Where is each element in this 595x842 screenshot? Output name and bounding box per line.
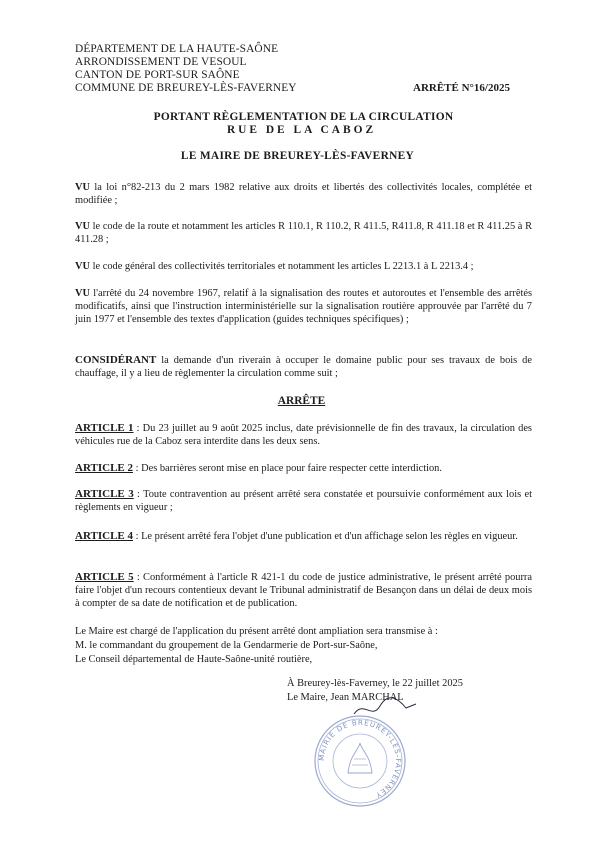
consideration-keyword: CONSIDÉRANT (75, 354, 157, 366)
document-title: PORTANT RÈGLEMENTATION DE LA CIRCULATION (153, 111, 454, 123)
document-subtitle: RUE DE LA CABOZ (226, 124, 377, 136)
consideration-text: le code général des collectivités territoriales et notamment les articles L 2213.1 à L 2213.4 ; (90, 261, 474, 272)
signature-place-date: À Breurey-lès-Faverney, le 22 juillet 2025 (287, 678, 463, 689)
article-text: : Le présent arrêté fera l'objet d'une publication et d'un affichage selon les règles en vigueur. (133, 531, 518, 542)
consideration-text: l'arrêté du 24 novembre 1967, relatif à la signalisation des routes et autoroutes et l'ensemble des arrêtés modificatifs, ainsi que l'instruction interministérielle sur la signalisation routière approuvée par l'arrêté du 7 juin 1977 et l'ensemble des textes d'application (guides techniques spécifiques) ; (75, 288, 532, 325)
article-text: : Conformément à l'article R 421-1 du code de justice administrative, le présent arrêté pourra faire l'objet d'un recours contentieux devant le Tribunal administratif de Besançon dans un délai de deux mois à compter de sa date de notification et de publication. (75, 572, 532, 609)
consideration-keyword: VU (75, 288, 91, 299)
article-text: : Toute contravention au présent arrêté sera constatée et poursuivie conformément aux lois et règlements en vigueur ; (75, 489, 532, 513)
seal-text: MAIRIE DE BREUREY-LES-FAVERNEY (317, 718, 403, 800)
article-label: ARTICLE 3 (75, 488, 134, 500)
article-1 (75, 422, 532, 448)
article-5 (75, 571, 532, 610)
header-commune: COMMUNE DE BREUREY-LÈS-FAVERNEY (75, 82, 297, 94)
consideration-considerant (75, 354, 532, 380)
article-3 (75, 488, 532, 514)
consideration-vu-2 (75, 220, 532, 246)
maire-heading: LE MAIRE DE BREUREY-LÈS-FAVERNEY (180, 150, 415, 162)
article-label: ARTICLE 1 (75, 422, 134, 434)
arrete-number: ARRÊTÉ N°16/2025 (413, 82, 510, 94)
consideration-vu-3 (75, 260, 532, 273)
consideration-text: la loi n°82-213 du 2 mars 1982 relative aux droits et libertés des collectivités locales, complétée et modifiée ; (75, 182, 532, 206)
article-label: ARTICLE 4 (75, 530, 133, 542)
article-text: : Des barrières seront mise en place pour faire respecter cette interdiction. (133, 463, 442, 474)
consideration-text: le code de la route et notamment les articles R 110.1, R 110.2, R 411.5, R411.8, R 411.18 et R 411.25 à R 411.28 ; (75, 221, 532, 245)
consideration-keyword: VU (75, 221, 91, 232)
article-4 (75, 530, 532, 543)
consideration-text: la demande d'un riverain à occuper le domaine public pour ses travaux de bois de chauffage, il y a lieu de règlementer la circulation comme suit ; (75, 355, 532, 379)
article-2 (75, 462, 532, 475)
consideration-vu-1 (75, 181, 532, 207)
mairie-seal-stamp (312, 713, 408, 809)
consideration-keyword: VU (75, 261, 91, 272)
signature-name: Le Maire, Jean MARCHAL (287, 692, 404, 703)
article-label: ARTICLE 5 (75, 571, 134, 583)
header-arrondissement: ARRONDISSEMENT DE VESOUL (75, 56, 247, 68)
ampliation-recipient-gendarmerie: M. le commandant du groupement de la Gendarmerie de Port-sur-Saône, (75, 640, 378, 651)
header-canton: CANTON DE PORT-SUR SAÔNE (75, 69, 240, 81)
consideration-vu-4 (75, 287, 532, 326)
header-department: DÉPARTEMENT DE LA HAUTE-SAÔNE (75, 43, 279, 55)
ampliation-recipient-conseil: Le Conseil départemental de Haute-Saône-unité routière, (75, 654, 313, 665)
consideration-keyword: VU (75, 182, 91, 193)
ampliation-intro: Le Maire est chargé de l'application du présent arrêté dont ampliation sera transmise à : (75, 626, 438, 637)
arrete-heading: ARRÊTE (277, 395, 326, 407)
article-text: : Du 23 juillet au 9 août 2025 inclus, date prévisionnelle de fin des travaux, la circulation des véhicules rue de la Caboz sera interdite dans les deux sens. (75, 423, 532, 447)
article-label: ARTICLE 2 (75, 462, 133, 474)
